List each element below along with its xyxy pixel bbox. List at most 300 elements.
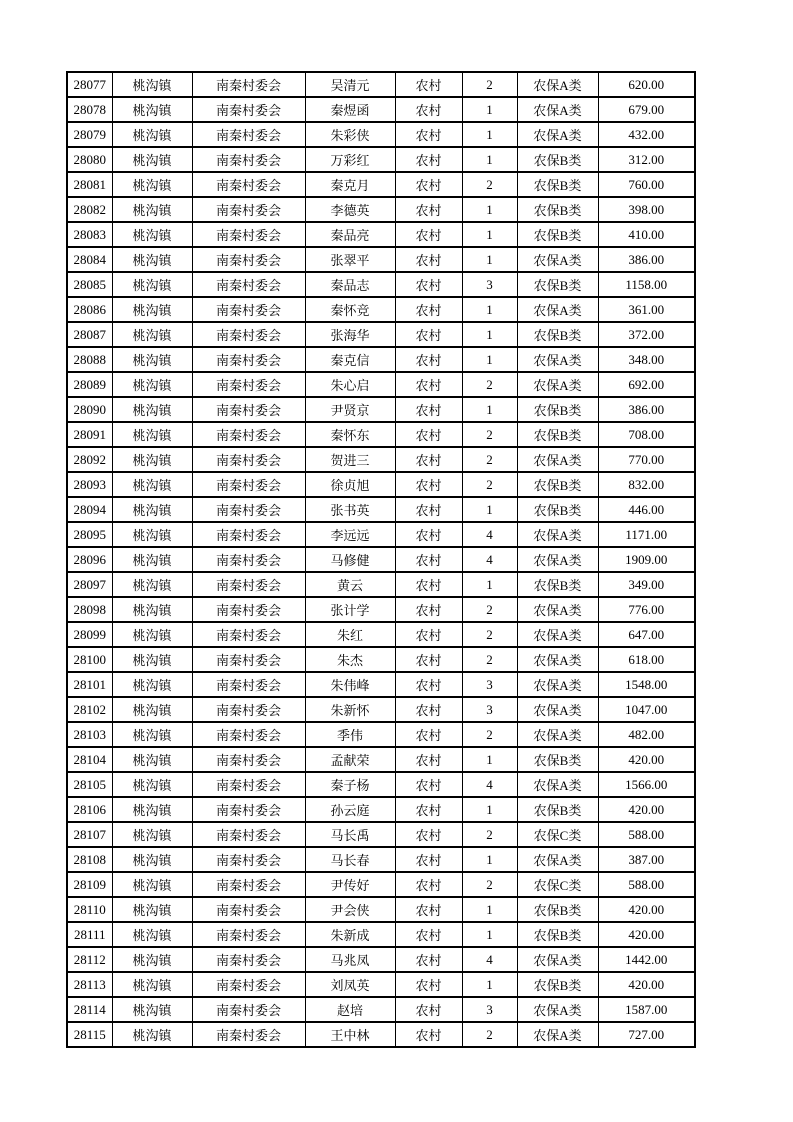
cell-count: 3 bbox=[462, 697, 517, 722]
cell-count: 1 bbox=[462, 122, 517, 147]
cell-category: 农保B类 bbox=[517, 322, 598, 347]
cell-seq: 28091 bbox=[67, 422, 112, 447]
cell-town: 桃沟镇 bbox=[112, 247, 192, 272]
cell-town: 桃沟镇 bbox=[112, 197, 192, 222]
cell-amount: 372.00 bbox=[598, 322, 695, 347]
cell-village: 南秦村委会 bbox=[192, 347, 305, 372]
cell-seq: 28077 bbox=[67, 72, 112, 97]
cell-village: 南秦村委会 bbox=[192, 547, 305, 572]
cell-count: 1 bbox=[462, 397, 517, 422]
cell-village: 南秦村委会 bbox=[192, 772, 305, 797]
cell-amount: 410.00 bbox=[598, 222, 695, 247]
cell-amount: 832.00 bbox=[598, 472, 695, 497]
cell-seq: 28087 bbox=[67, 322, 112, 347]
cell-count: 1 bbox=[462, 572, 517, 597]
cell-name: 马修健 bbox=[305, 547, 395, 572]
cell-village: 南秦村委会 bbox=[192, 572, 305, 597]
cell-count: 2 bbox=[462, 872, 517, 897]
cell-count: 2 bbox=[462, 172, 517, 197]
cell-seq: 28101 bbox=[67, 672, 112, 697]
cell-category: 农保A类 bbox=[517, 372, 598, 397]
cell-count: 2 bbox=[462, 722, 517, 747]
cell-category: 农保A类 bbox=[517, 622, 598, 647]
cell-residence: 农村 bbox=[395, 897, 462, 922]
cell-category: 农保B类 bbox=[517, 572, 598, 597]
cell-residence: 农村 bbox=[395, 622, 462, 647]
cell-residence: 农村 bbox=[395, 197, 462, 222]
cell-village: 南秦村委会 bbox=[192, 172, 305, 197]
cell-seq: 28111 bbox=[67, 922, 112, 947]
cell-seq: 28104 bbox=[67, 747, 112, 772]
cell-count: 2 bbox=[462, 647, 517, 672]
cell-name: 季伟 bbox=[305, 722, 395, 747]
cell-category: 农保A类 bbox=[517, 447, 598, 472]
cell-village: 南秦村委会 bbox=[192, 797, 305, 822]
cell-count: 1 bbox=[462, 197, 517, 222]
cell-amount: 679.00 bbox=[598, 97, 695, 122]
cell-name: 朱彩侠 bbox=[305, 122, 395, 147]
cell-category: 农保B类 bbox=[517, 797, 598, 822]
cell-count: 1 bbox=[462, 222, 517, 247]
cell-amount: 647.00 bbox=[598, 622, 695, 647]
cell-category: 农保B类 bbox=[517, 922, 598, 947]
cell-count: 2 bbox=[462, 1022, 517, 1047]
cell-count: 3 bbox=[462, 672, 517, 697]
cell-seq: 28094 bbox=[67, 497, 112, 522]
cell-town: 桃沟镇 bbox=[112, 747, 192, 772]
cell-village: 南秦村委会 bbox=[192, 597, 305, 622]
cell-name: 黄云 bbox=[305, 572, 395, 597]
cell-residence: 农村 bbox=[395, 222, 462, 247]
cell-name: 李远远 bbox=[305, 522, 395, 547]
cell-count: 2 bbox=[462, 597, 517, 622]
cell-village: 南秦村委会 bbox=[192, 847, 305, 872]
cell-amount: 1442.00 bbox=[598, 947, 695, 972]
cell-seq: 28079 bbox=[67, 122, 112, 147]
cell-category: 农保A类 bbox=[517, 672, 598, 697]
cell-amount: 588.00 bbox=[598, 822, 695, 847]
cell-category: 农保A类 bbox=[517, 847, 598, 872]
cell-name: 朱伟峰 bbox=[305, 672, 395, 697]
cell-town: 桃沟镇 bbox=[112, 172, 192, 197]
cell-village: 南秦村委会 bbox=[192, 247, 305, 272]
cell-name: 朱新成 bbox=[305, 922, 395, 947]
cell-count: 2 bbox=[462, 622, 517, 647]
cell-seq: 28097 bbox=[67, 572, 112, 597]
cell-category: 农保A类 bbox=[517, 297, 598, 322]
table-row bbox=[67, 872, 695, 897]
table-row bbox=[67, 397, 695, 422]
cell-residence: 农村 bbox=[395, 172, 462, 197]
cell-residence: 农村 bbox=[395, 547, 462, 572]
cell-amount: 386.00 bbox=[598, 247, 695, 272]
cell-town: 桃沟镇 bbox=[112, 972, 192, 997]
cell-village: 南秦村委会 bbox=[192, 922, 305, 947]
cell-seq: 28089 bbox=[67, 372, 112, 397]
cell-name: 秦煜函 bbox=[305, 97, 395, 122]
cell-residence: 农村 bbox=[395, 797, 462, 822]
cell-name: 秦克月 bbox=[305, 172, 395, 197]
cell-count: 1 bbox=[462, 897, 517, 922]
cell-seq: 28108 bbox=[67, 847, 112, 872]
table-row bbox=[67, 772, 695, 797]
cell-amount: 420.00 bbox=[598, 747, 695, 772]
cell-town: 桃沟镇 bbox=[112, 272, 192, 297]
cell-amount: 446.00 bbox=[598, 497, 695, 522]
cell-village: 南秦村委会 bbox=[192, 997, 305, 1022]
table-row bbox=[67, 947, 695, 972]
cell-residence: 农村 bbox=[395, 97, 462, 122]
cell-seq: 28114 bbox=[67, 997, 112, 1022]
cell-village: 南秦村委会 bbox=[192, 872, 305, 897]
cell-village: 南秦村委会 bbox=[192, 647, 305, 672]
cell-count: 2 bbox=[462, 447, 517, 472]
cell-seq: 28110 bbox=[67, 897, 112, 922]
cell-village: 南秦村委会 bbox=[192, 747, 305, 772]
cell-village: 南秦村委会 bbox=[192, 822, 305, 847]
cell-residence: 农村 bbox=[395, 597, 462, 622]
cell-town: 桃沟镇 bbox=[112, 547, 192, 572]
cell-seq: 28084 bbox=[67, 247, 112, 272]
cell-amount: 1548.00 bbox=[598, 672, 695, 697]
cell-count: 4 bbox=[462, 947, 517, 972]
cell-name: 马长春 bbox=[305, 847, 395, 872]
table-row bbox=[67, 347, 695, 372]
cell-count: 4 bbox=[462, 547, 517, 572]
cell-town: 桃沟镇 bbox=[112, 922, 192, 947]
cell-town: 桃沟镇 bbox=[112, 872, 192, 897]
table-row bbox=[67, 122, 695, 147]
cell-town: 桃沟镇 bbox=[112, 222, 192, 247]
cell-seq: 28107 bbox=[67, 822, 112, 847]
cell-village: 南秦村委会 bbox=[192, 447, 305, 472]
cell-category: 农保A类 bbox=[517, 72, 598, 97]
cell-residence: 农村 bbox=[395, 397, 462, 422]
cell-name: 朱心启 bbox=[305, 372, 395, 397]
cell-name: 张书英 bbox=[305, 497, 395, 522]
cell-seq: 28109 bbox=[67, 872, 112, 897]
cell-count: 4 bbox=[462, 772, 517, 797]
cell-village: 南秦村委会 bbox=[192, 322, 305, 347]
cell-name: 万彩红 bbox=[305, 147, 395, 172]
cell-category: 农保A类 bbox=[517, 697, 598, 722]
cell-category: 农保B类 bbox=[517, 172, 598, 197]
cell-residence: 农村 bbox=[395, 822, 462, 847]
cell-count: 3 bbox=[462, 997, 517, 1022]
cell-amount: 1171.00 bbox=[598, 522, 695, 547]
cell-amount: 387.00 bbox=[598, 847, 695, 872]
table-row bbox=[67, 272, 695, 297]
cell-count: 1 bbox=[462, 972, 517, 997]
table-row bbox=[67, 547, 695, 572]
cell-village: 南秦村委会 bbox=[192, 272, 305, 297]
cell-village: 南秦村委会 bbox=[192, 522, 305, 547]
cell-village: 南秦村委会 bbox=[192, 372, 305, 397]
cell-amount: 692.00 bbox=[598, 372, 695, 397]
cell-residence: 农村 bbox=[395, 272, 462, 297]
cell-village: 南秦村委会 bbox=[192, 147, 305, 172]
cell-residence: 农村 bbox=[395, 422, 462, 447]
cell-seq: 28105 bbox=[67, 772, 112, 797]
cell-seq: 28100 bbox=[67, 647, 112, 672]
cell-residence: 农村 bbox=[395, 247, 462, 272]
table-body bbox=[67, 72, 695, 1047]
cell-amount: 588.00 bbox=[598, 872, 695, 897]
cell-residence: 农村 bbox=[395, 72, 462, 97]
cell-town: 桃沟镇 bbox=[112, 622, 192, 647]
cell-count: 2 bbox=[462, 422, 517, 447]
cell-category: 农保B类 bbox=[517, 972, 598, 997]
cell-category: 农保B类 bbox=[517, 222, 598, 247]
cell-category: 农保A类 bbox=[517, 247, 598, 272]
cell-town: 桃沟镇 bbox=[112, 497, 192, 522]
cell-name: 赵培 bbox=[305, 997, 395, 1022]
table-row bbox=[67, 247, 695, 272]
cell-residence: 农村 bbox=[395, 997, 462, 1022]
cell-category: 农保A类 bbox=[517, 122, 598, 147]
cell-category: 农保A类 bbox=[517, 97, 598, 122]
table-row bbox=[67, 572, 695, 597]
cell-count: 1 bbox=[462, 847, 517, 872]
cell-name: 尹会侠 bbox=[305, 897, 395, 922]
cell-amount: 420.00 bbox=[598, 897, 695, 922]
cell-village: 南秦村委会 bbox=[192, 622, 305, 647]
cell-name: 孟献荣 bbox=[305, 747, 395, 772]
cell-town: 桃沟镇 bbox=[112, 1022, 192, 1047]
cell-name: 朱新怀 bbox=[305, 697, 395, 722]
cell-amount: 398.00 bbox=[598, 197, 695, 222]
cell-category: 农保A类 bbox=[517, 772, 598, 797]
cell-town: 桃沟镇 bbox=[112, 522, 192, 547]
table-row bbox=[67, 722, 695, 747]
cell-residence: 农村 bbox=[395, 147, 462, 172]
table-row bbox=[67, 997, 695, 1022]
table-row bbox=[67, 797, 695, 822]
cell-name: 李德英 bbox=[305, 197, 395, 222]
cell-category: 农保A类 bbox=[517, 547, 598, 572]
cell-name: 徐贞旭 bbox=[305, 472, 395, 497]
cell-amount: 618.00 bbox=[598, 647, 695, 672]
cell-town: 桃沟镇 bbox=[112, 397, 192, 422]
cell-count: 2 bbox=[462, 472, 517, 497]
cell-category: 农保B类 bbox=[517, 747, 598, 772]
cell-category: 农保A类 bbox=[517, 997, 598, 1022]
cell-residence: 农村 bbox=[395, 122, 462, 147]
cell-name: 马兆凤 bbox=[305, 947, 395, 972]
cell-residence: 农村 bbox=[395, 922, 462, 947]
cell-category: 农保B类 bbox=[517, 897, 598, 922]
cell-town: 桃沟镇 bbox=[112, 597, 192, 622]
cell-residence: 农村 bbox=[395, 747, 462, 772]
cell-seq: 28115 bbox=[67, 1022, 112, 1047]
cell-village: 南秦村委会 bbox=[192, 722, 305, 747]
cell-village: 南秦村委会 bbox=[192, 972, 305, 997]
cell-name: 尹传好 bbox=[305, 872, 395, 897]
cell-residence: 农村 bbox=[395, 672, 462, 697]
cell-amount: 1587.00 bbox=[598, 997, 695, 1022]
cell-town: 桃沟镇 bbox=[112, 647, 192, 672]
cell-seq: 28112 bbox=[67, 947, 112, 972]
cell-name: 张翠平 bbox=[305, 247, 395, 272]
cell-amount: 420.00 bbox=[598, 922, 695, 947]
table-row bbox=[67, 97, 695, 122]
table-row bbox=[67, 597, 695, 622]
cell-name: 秦克信 bbox=[305, 347, 395, 372]
cell-residence: 农村 bbox=[395, 772, 462, 797]
cell-village: 南秦村委会 bbox=[192, 72, 305, 97]
cell-residence: 农村 bbox=[395, 372, 462, 397]
cell-town: 桃沟镇 bbox=[112, 72, 192, 97]
cell-name: 张计学 bbox=[305, 597, 395, 622]
table-row bbox=[67, 197, 695, 222]
cell-seq: 28113 bbox=[67, 972, 112, 997]
cell-residence: 农村 bbox=[395, 647, 462, 672]
cell-town: 桃沟镇 bbox=[112, 447, 192, 472]
cell-town: 桃沟镇 bbox=[112, 147, 192, 172]
cell-residence: 农村 bbox=[395, 472, 462, 497]
cell-village: 南秦村委会 bbox=[192, 697, 305, 722]
cell-residence: 农村 bbox=[395, 947, 462, 972]
cell-name: 刘凤英 bbox=[305, 972, 395, 997]
cell-residence: 农村 bbox=[395, 347, 462, 372]
cell-name: 张海华 bbox=[305, 322, 395, 347]
table-row bbox=[67, 847, 695, 872]
cell-seq: 28081 bbox=[67, 172, 112, 197]
table-row bbox=[67, 372, 695, 397]
cell-amount: 708.00 bbox=[598, 422, 695, 447]
cell-amount: 1047.00 bbox=[598, 697, 695, 722]
cell-count: 1 bbox=[462, 147, 517, 172]
cell-seq: 28092 bbox=[67, 447, 112, 472]
cell-residence: 农村 bbox=[395, 497, 462, 522]
cell-village: 南秦村委会 bbox=[192, 472, 305, 497]
table-row bbox=[67, 672, 695, 697]
cell-seq: 28095 bbox=[67, 522, 112, 547]
cell-village: 南秦村委会 bbox=[192, 297, 305, 322]
cell-name: 朱红 bbox=[305, 622, 395, 647]
cell-category: 农保C类 bbox=[517, 872, 598, 897]
cell-seq: 28096 bbox=[67, 547, 112, 572]
cell-amount: 620.00 bbox=[598, 72, 695, 97]
cell-town: 桃沟镇 bbox=[112, 122, 192, 147]
cell-category: 农保B类 bbox=[517, 272, 598, 297]
cell-count: 1 bbox=[462, 297, 517, 322]
table-row bbox=[67, 622, 695, 647]
cell-town: 桃沟镇 bbox=[112, 572, 192, 597]
table-row bbox=[67, 697, 695, 722]
cell-category: 农保B类 bbox=[517, 147, 598, 172]
cell-village: 南秦村委会 bbox=[192, 97, 305, 122]
cell-village: 南秦村委会 bbox=[192, 897, 305, 922]
cell-village: 南秦村委会 bbox=[192, 422, 305, 447]
cell-residence: 农村 bbox=[395, 297, 462, 322]
cell-category: 农保B类 bbox=[517, 397, 598, 422]
table-row bbox=[67, 72, 695, 97]
cell-name: 朱杰 bbox=[305, 647, 395, 672]
cell-town: 桃沟镇 bbox=[112, 797, 192, 822]
cell-count: 1 bbox=[462, 247, 517, 272]
cell-amount: 760.00 bbox=[598, 172, 695, 197]
table-row bbox=[67, 447, 695, 472]
cell-residence: 农村 bbox=[395, 722, 462, 747]
cell-seq: 28106 bbox=[67, 797, 112, 822]
table-row bbox=[67, 472, 695, 497]
cell-town: 桃沟镇 bbox=[112, 722, 192, 747]
table-row bbox=[67, 1022, 695, 1047]
cell-town: 桃沟镇 bbox=[112, 372, 192, 397]
cell-seq: 28080 bbox=[67, 147, 112, 172]
cell-town: 桃沟镇 bbox=[112, 772, 192, 797]
cell-residence: 农村 bbox=[395, 847, 462, 872]
cell-seq: 28088 bbox=[67, 347, 112, 372]
cell-village: 南秦村委会 bbox=[192, 197, 305, 222]
cell-name: 贺进三 bbox=[305, 447, 395, 472]
table-row bbox=[67, 522, 695, 547]
cell-category: 农保A类 bbox=[517, 597, 598, 622]
cell-name: 秦怀竞 bbox=[305, 297, 395, 322]
cell-category: 农保A类 bbox=[517, 722, 598, 747]
cell-seq: 28093 bbox=[67, 472, 112, 497]
table-row bbox=[67, 322, 695, 347]
cell-amount: 361.00 bbox=[598, 297, 695, 322]
cell-village: 南秦村委会 bbox=[192, 947, 305, 972]
cell-seq: 28098 bbox=[67, 597, 112, 622]
table-row bbox=[67, 647, 695, 672]
cell-residence: 农村 bbox=[395, 522, 462, 547]
cell-residence: 农村 bbox=[395, 972, 462, 997]
table-row bbox=[67, 922, 695, 947]
cell-residence: 农村 bbox=[395, 322, 462, 347]
cell-category: 农保A类 bbox=[517, 647, 598, 672]
cell-amount: 1158.00 bbox=[598, 272, 695, 297]
cell-category: 农保B类 bbox=[517, 472, 598, 497]
cell-town: 桃沟镇 bbox=[112, 947, 192, 972]
cell-count: 1 bbox=[462, 497, 517, 522]
cell-name: 马长禹 bbox=[305, 822, 395, 847]
cell-town: 桃沟镇 bbox=[112, 697, 192, 722]
cell-town: 桃沟镇 bbox=[112, 897, 192, 922]
cell-seq: 28086 bbox=[67, 297, 112, 322]
cell-village: 南秦村委会 bbox=[192, 672, 305, 697]
pension-roster-table bbox=[66, 71, 696, 1048]
cell-name: 秦怀东 bbox=[305, 422, 395, 447]
cell-amount: 1566.00 bbox=[598, 772, 695, 797]
cell-amount: 386.00 bbox=[598, 397, 695, 422]
table-row bbox=[67, 897, 695, 922]
cell-count: 2 bbox=[462, 822, 517, 847]
cell-name: 孙云庭 bbox=[305, 797, 395, 822]
cell-count: 2 bbox=[462, 72, 517, 97]
cell-category: 农保B类 bbox=[517, 422, 598, 447]
cell-amount: 420.00 bbox=[598, 797, 695, 822]
cell-seq: 28090 bbox=[67, 397, 112, 422]
cell-name: 秦子杨 bbox=[305, 772, 395, 797]
cell-count: 2 bbox=[462, 372, 517, 397]
table-row bbox=[67, 297, 695, 322]
cell-name: 尹贤京 bbox=[305, 397, 395, 422]
cell-village: 南秦村委会 bbox=[192, 397, 305, 422]
cell-seq: 28082 bbox=[67, 197, 112, 222]
cell-amount: 482.00 bbox=[598, 722, 695, 747]
cell-amount: 1909.00 bbox=[598, 547, 695, 572]
cell-amount: 727.00 bbox=[598, 1022, 695, 1047]
cell-village: 南秦村委会 bbox=[192, 222, 305, 247]
cell-amount: 776.00 bbox=[598, 597, 695, 622]
cell-count: 1 bbox=[462, 322, 517, 347]
cell-category: 农保A类 bbox=[517, 947, 598, 972]
cell-amount: 348.00 bbox=[598, 347, 695, 372]
cell-category: 农保B类 bbox=[517, 497, 598, 522]
